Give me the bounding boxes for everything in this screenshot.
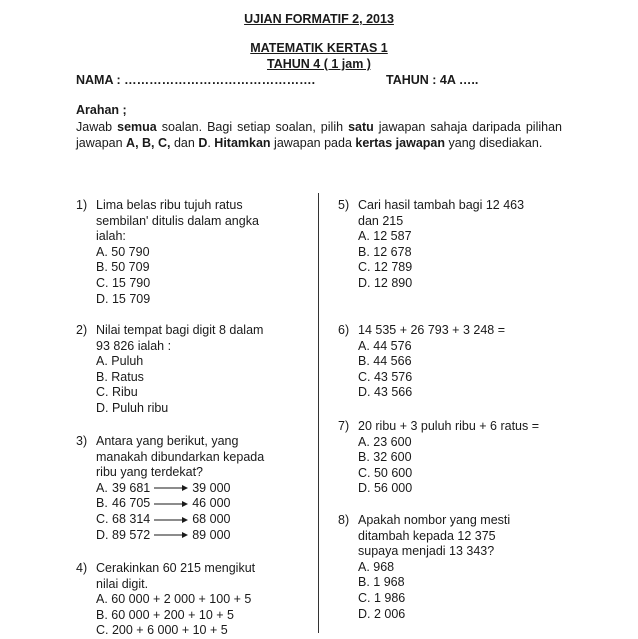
option-a: A. 23 600 xyxy=(358,434,412,449)
option-b: B. 60 000 + 200 + 10 + 5 xyxy=(96,607,234,622)
question-7 xyxy=(338,419,578,497)
question-stem: Apakah nombor yang mesti xyxy=(358,513,511,527)
question-stem: 93 826 ialah : xyxy=(96,338,172,353)
question-stem: Cari hasil tambah bagi 12 463 xyxy=(358,198,525,212)
question-8 xyxy=(338,513,578,622)
option-a: A. 44 576 xyxy=(358,338,412,353)
option-b: B. 1 968 xyxy=(358,575,405,590)
option-c: C. 68 314 68 000 xyxy=(96,511,231,526)
option-a: A. Puluh xyxy=(96,354,144,369)
option-d: D. 2 006 xyxy=(358,606,406,621)
question-number: 5) xyxy=(338,198,350,212)
class-field: TAHUN : 4A ….. xyxy=(386,73,479,87)
option-b: B. 44 566 xyxy=(358,354,412,369)
name-field: NAMA : ………………………………………. xyxy=(76,73,316,87)
option-c: C. 1 986 xyxy=(358,590,406,605)
question-stem: ditambah kepada 12 375 xyxy=(358,528,496,543)
question-stem: supaya menjadi 13 343? xyxy=(358,544,495,559)
question-number: 7) xyxy=(338,419,350,433)
question-2 xyxy=(76,323,311,417)
question-4 xyxy=(76,561,311,639)
option-b: B. 50 709 xyxy=(96,260,150,275)
question-stem: Antara yang berikut, yang xyxy=(96,434,239,448)
option-a: A. 968 xyxy=(358,559,395,574)
name-line xyxy=(76,73,636,87)
option-c: C. 12 789 xyxy=(358,260,413,275)
option-d: D. 15 709 xyxy=(96,291,151,306)
instructions-text: Jawab semua soalan. Bagi setiap soalan, pilih satu jawapan sahaja daripada pilihan jawapan A, B, C, dan D. Hitamkan jawapan pada kertas jawapan yang disediakan. xyxy=(76,120,562,150)
question-number: 3) xyxy=(76,434,88,448)
question-3 xyxy=(76,434,311,543)
question-stem: Cerakinkan 60 215 mengikut xyxy=(96,561,256,575)
question-stem: ribu yang terdekat? xyxy=(96,465,204,480)
question-number: 1) xyxy=(76,198,88,212)
instructions-title: Arahan ; xyxy=(76,103,127,117)
question-stem: 20 ribu + 3 puluh ribu + 6 ratus = xyxy=(358,419,540,433)
question-stem: dan 215 xyxy=(358,213,404,228)
column-divider xyxy=(318,193,319,633)
option-c: C. 15 790 xyxy=(96,275,151,290)
option-b: B. 12 678 xyxy=(358,244,412,259)
question-stem: sembilan' ditulis dalam angka xyxy=(96,213,259,228)
question-stem: manakah dibundarkan kepada xyxy=(96,449,265,464)
question-stem: ialah: xyxy=(96,229,126,244)
arrow-right-icon xyxy=(154,484,188,492)
question-5 xyxy=(338,198,578,292)
arrow-right-icon xyxy=(154,500,188,508)
option-c: C. Ribu xyxy=(96,385,138,400)
question-stem: Nilai tempat bagi digit 8 dalam xyxy=(96,323,264,337)
exam-title: UJIAN FORMATIF 2, 2013 xyxy=(244,12,394,26)
subject-title: MATEMATIK KERTAS 1 xyxy=(250,41,388,55)
question-stem: Lima belas ribu tujuh ratus xyxy=(96,198,243,212)
question-number: 8) xyxy=(338,513,350,527)
option-d: D. 43 566 xyxy=(358,385,413,400)
option-d: D. 56 000 xyxy=(358,481,413,496)
arrow-right-icon xyxy=(154,531,188,539)
option-d: D. 12 890 xyxy=(358,275,413,290)
question-number: 6) xyxy=(338,323,350,337)
option-a: A. 60 000 + 2 000 + 100 + 5 xyxy=(96,592,252,607)
option-b: B. Ratus xyxy=(96,369,144,384)
question-number: 4) xyxy=(76,561,88,575)
option-a: A. 50 790 xyxy=(96,244,150,259)
option-b: B. 46 705 46 000 xyxy=(96,496,231,511)
option-d: D. 89 572 89 000 xyxy=(96,527,231,542)
option-a: A. 12 587 xyxy=(358,229,412,244)
option-c: C. 50 600 xyxy=(358,465,413,480)
option-c: C. 43 576 xyxy=(358,369,413,384)
option-c: C. 200 + 6 000 + 10 + 5 xyxy=(96,623,228,638)
arrow-right-icon xyxy=(154,516,188,524)
option-d: D. Puluh ribu xyxy=(96,400,169,415)
option-a: A. 39 681 39 000 xyxy=(96,480,231,495)
question-1 xyxy=(76,198,311,307)
year-duration: TAHUN 4 ( 1 jam ) xyxy=(267,57,371,71)
option-b: B. 32 600 xyxy=(358,450,412,465)
question-6 xyxy=(338,323,578,401)
question-stem: 14 535 + 26 793 + 3 248 = xyxy=(358,323,506,337)
question-stem: nilai digit. xyxy=(96,576,149,591)
question-number: 2) xyxy=(76,323,88,337)
